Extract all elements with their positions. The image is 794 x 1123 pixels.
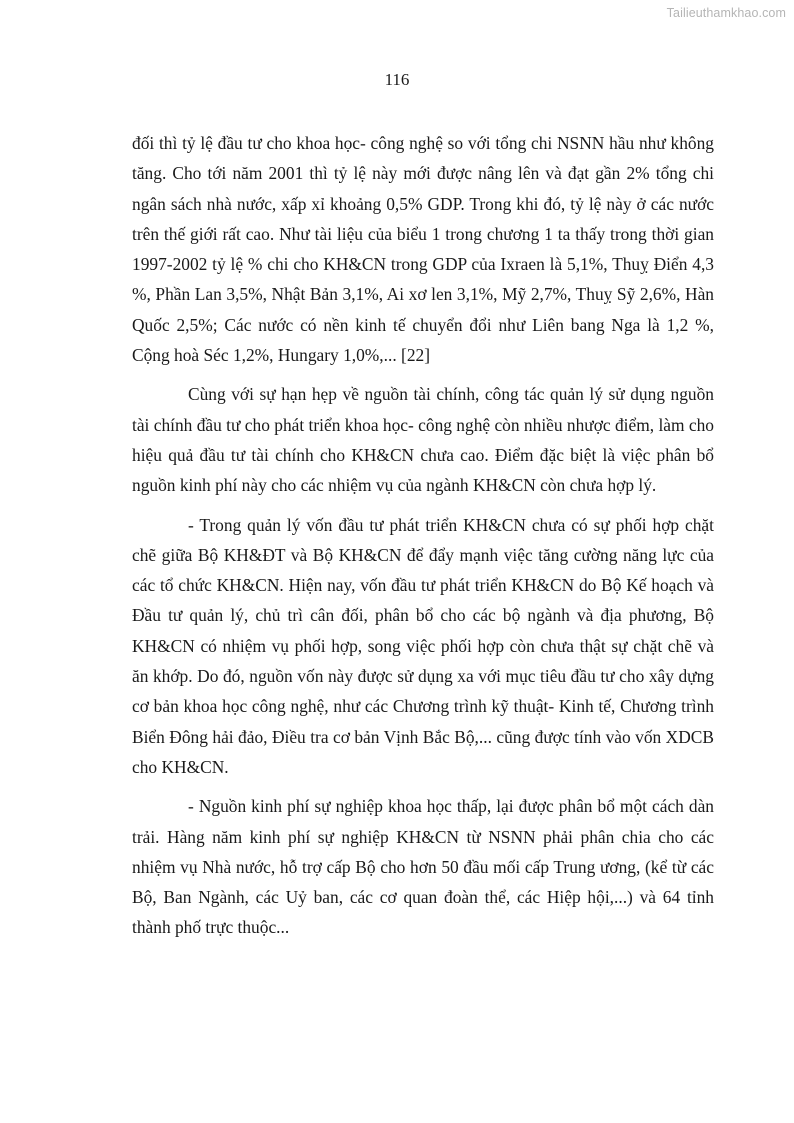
paragraph-4: - Nguồn kinh phí sự nghiệp khoa học thấp, lại được phân bổ một cách dàn trải. Hàng năm kinh phí sự nghiệp KH&CN từ NSNN phải phân chia cho các nhiệm vụ Nhà nước, hỗ trợ cấp Bộ cho hơn 50 đầu mối cấp Trung ương, (kể từ các Bộ, Ban Ngành, các Uỷ ban, các cơ quan đoàn thể, các Hiệp hội,...) và 64 tỉnh thành phố trực thuộc...: [132, 796, 714, 938]
paragraph-2: Cùng với sự hạn hẹp về nguồn tài chính, công tác quản lý sử dụng nguồn tài chính đầu tư cho phát triển khoa học- công nghệ còn nhiều nhược điểm, làm cho hiệu quả đầu tư tài chính cho KH&CN chưa cao. Điểm đặc biệt là việc phân bổ nguồn kinh phí này cho các nhiệm vụ của ngành KH&CN còn chưa hợp lý.: [132, 384, 714, 496]
paragraph-3: - Trong quản lý vốn đầu tư phát triển KH&CN chưa có sự phối hợp chặt chẽ giữa Bộ KH&ĐT và Bộ KH&CN để đẩy mạnh việc tăng cường năng lực của các tổ chức KH&CN. Hiện nay, vốn đầu tư phát triển KH&CN do Bộ Kế hoạch và Đầu tư quản lý, chủ trì cân đối, phân bổ cho các bộ ngành và địa phương, Bộ KH&CN có nhiệm vụ phối hợp, song việc phối hợp còn chưa thật sự chặt chẽ và ăn khớp. Do đó, nguồn vốn này được sử dụng xa với mục tiêu đầu tư cho xây dựng cơ bản khoa học công nghệ, như các Chương trình kỹ thuật- Kinh tế, Chương trình Biển Đông hải đảo, Điều tra cơ bản Vịnh Bắc Bộ,... cũng được tính vào vốn XDCB cho KH&CN.: [132, 514, 714, 777]
paragraph-1: đối thì tỷ lệ đầu tư cho khoa học- công nghệ so với tổng chi NSNN hầu như không tăng. Cho tới năm 2001 thì tỷ lệ này mới được nâng lên và đạt gần 2% tổng chi ngân sách nhà nước, xấp xỉ khoảng 0,5% GDP. Trong khi đó, tỷ lệ này ở các nước trên thế giới rất cao. Như tài liệu của biểu 1 trong chương 1 ta thấy trong thời gian 1997-2002 tỷ lệ % chi cho KH&CN trong GDP của Ixraen là 5,1%, Thuỵ Điển 4,3 %, Phần Lan 3,5%, Nhật Bản 3,1%, Ai xơ len 3,1%, Mỹ 2,7%, Thuỵ Sỹ 2,6%, Hàn Quốc 2,5%; Các nước có nền kinh tế chuyển đổi như Liên bang Nga là 1,2 %, Cộng hoà Séc 1,2%, Hungary 1,0%,... [22]: [132, 133, 714, 366]
document-body: [132, 128, 714, 952]
page-number: 116: [384, 70, 410, 89]
watermark: Tailieuthamkhao.com: [666, 6, 786, 20]
